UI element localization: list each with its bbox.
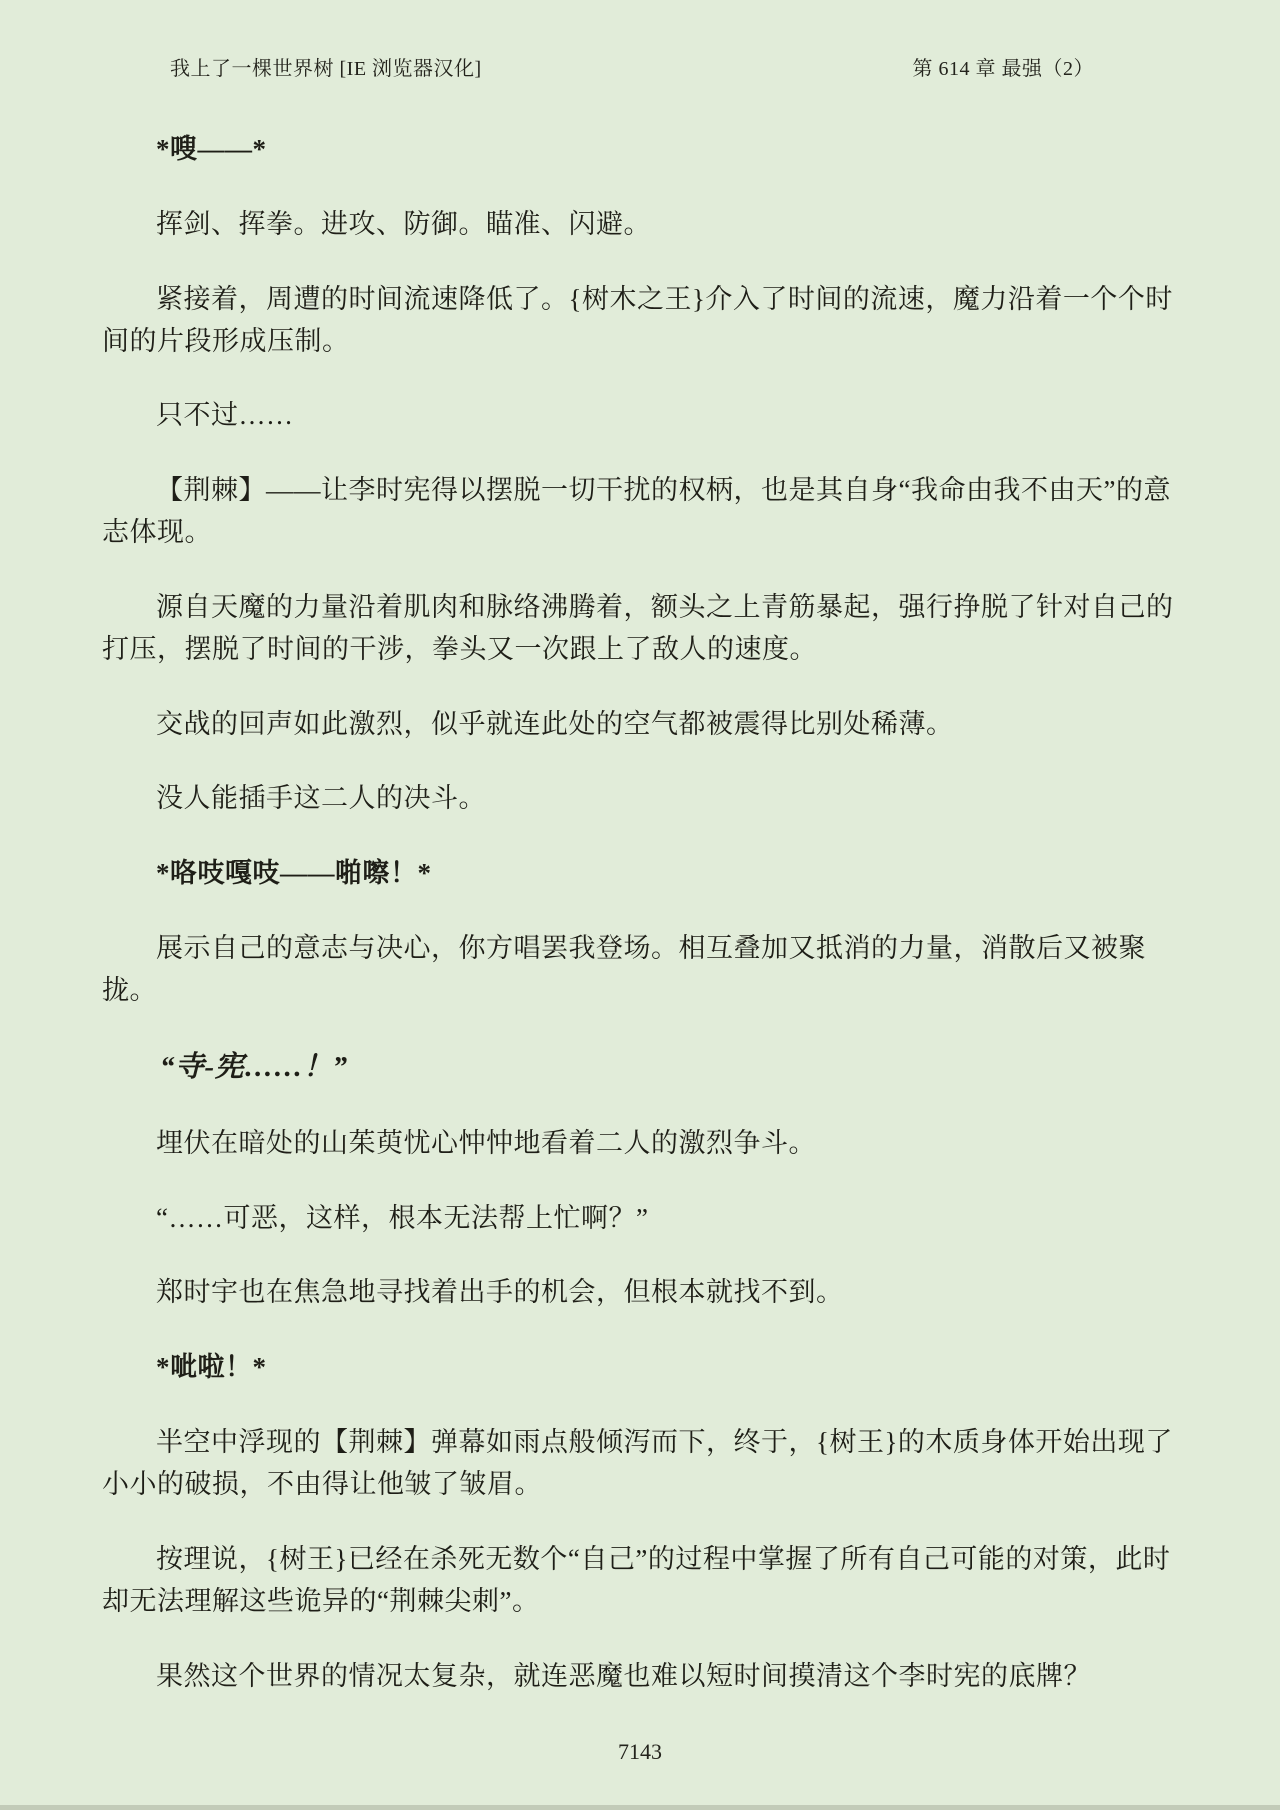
paragraph: 交战的回声如此激烈，似乎就连此处的空气都被震得比别处稀薄。 xyxy=(156,708,954,739)
paragraph: *嗖——* xyxy=(156,134,267,164)
paragraph: 没人能插手这二人的决斗。 xyxy=(156,783,486,814)
book-title: 我上了一棵世界树 [IE 浏览器汉化] xyxy=(170,58,482,80)
reader-footer xyxy=(0,1739,1280,1765)
paragraph: “寺-宪……！” xyxy=(160,1050,348,1083)
paragraph: *呲啦！* xyxy=(156,1352,267,1383)
paragraph: 源自天魔的力量沿着肌肉和脉络沸腾着，额头之上青筋暴起，强行挣脱了针对自己的打压，摆脱了时间的干涉，拳头又一次跟上了敌人的速度。 xyxy=(102,591,1174,664)
paragraph: 果然这个世界的情况太复杂，就连恶魔也难以短时间摸清这个李时宪的底牌？ xyxy=(156,1660,1091,1691)
paragraph: 展示自己的意志与决心，你方唱罢我登场。相互叠加又抵消的力量，消散后又被聚拢。 xyxy=(102,933,1146,1005)
paragraph: 郑时宇也在焦急地寻找着出手的机会，但根本就找不到。 xyxy=(156,1277,844,1308)
chapter-title: 第 614 章 最强（2） xyxy=(912,58,1094,80)
paragraph: 【荆棘】——让李时宪得以摆脱一切干扰的权柄，也是其自身“我命由我不由天”的意志体现。 xyxy=(102,475,1171,548)
paragraph: 按理说，{树王}已经在杀死无数个“自己”的过程中掌握了所有自己可能的对策，此时却无法理解这些诡异的“荆棘尖刺”。 xyxy=(102,1543,1171,1616)
page-number: 7143 xyxy=(618,1739,662,1764)
paragraph: “……可恶，这样，根本无法帮上忙啊？” xyxy=(156,1202,649,1233)
reader-content xyxy=(0,81,1280,1697)
reader-header xyxy=(0,0,1280,81)
paragraph: 只不过…… xyxy=(156,400,294,431)
paragraph: 挥剑、挥拳。进攻、防御。瞄准、闪避。 xyxy=(156,208,651,239)
paragraph: *咯吱嘎吱——啪嚓！* xyxy=(156,858,432,889)
paragraph: 紧接着，周遭的时间流速降低了。{树木之王}介入了时间的流速，魔力沿着一个个时间的片段形成压制。 xyxy=(102,283,1173,356)
paragraph: 半空中浮现的【荆棘】弹幕如雨点般倾泻而下，终于，{树王}的木质身体开始出现了小小的破损，不由得让他皱了皱眉。 xyxy=(102,1427,1173,1499)
paragraph: 埋伏在暗处的山茱萸忧心忡忡地看着二人的激烈争斗。 xyxy=(156,1127,816,1158)
